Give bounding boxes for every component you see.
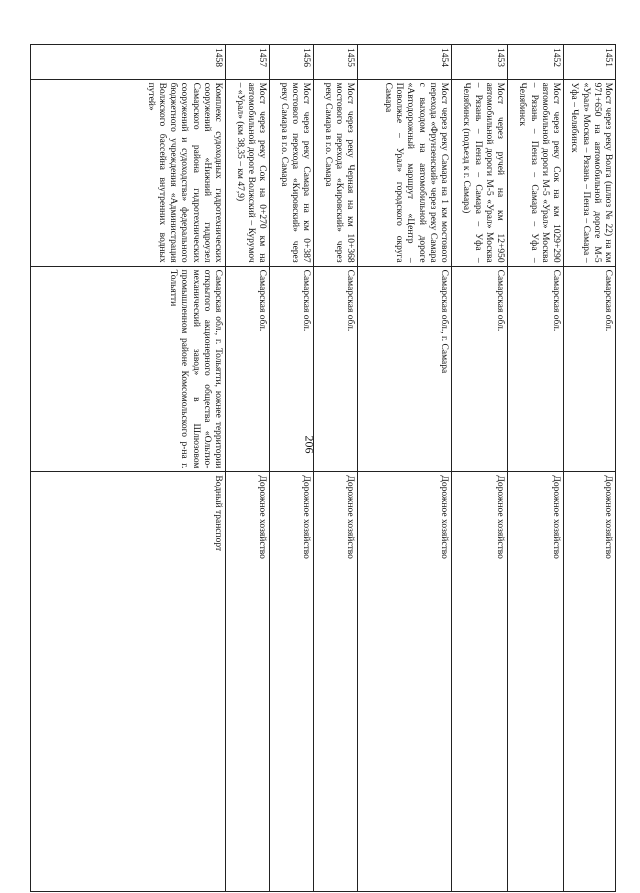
object-location: Самарская обл. xyxy=(270,266,314,472)
table-row xyxy=(270,45,314,892)
object-branch: Дорожное хозяйство xyxy=(452,472,508,892)
objects-table xyxy=(30,44,616,892)
row-number: 1454 xyxy=(358,45,452,80)
row-number: 1455 xyxy=(314,45,358,80)
row-number: 1456 xyxy=(270,45,314,80)
table-row xyxy=(452,45,508,892)
table-row xyxy=(314,45,358,892)
page-number: 206 xyxy=(302,435,317,454)
object-location: Самарская обл. xyxy=(314,266,358,472)
object-location: Самарская обл. xyxy=(564,266,616,472)
rotated-table-wrapper xyxy=(30,44,616,892)
row-number: 1457 xyxy=(226,45,270,80)
object-branch: Дорожное хозяйство xyxy=(358,472,452,892)
object-name: Комплекс судоходных гидротехнических сооружений «Нижний гидроузел Самарского района гидротехнических сооружений и судоходства» федерального бюджетного учреждения «Администрация Волжского бассейна внутренних водных путей» xyxy=(31,79,226,266)
object-location: Самарская обл., г. Самара xyxy=(358,266,452,472)
object-location: Самарская обл. xyxy=(508,266,564,472)
row-number: 1458 xyxy=(31,45,226,80)
object-name: Мост через реку Волга (шлюз № 22) на км 971+650 на автомобильной дороге М-5 «Урал» Москва – Рязань – Пенза – Самара – Уфа – Челябинск xyxy=(564,79,616,266)
object-name: Мост через реку Черная на км 10+368 мостового перехода «Кировский» через реку Самара в г.о. Самара xyxy=(314,79,358,266)
object-branch: Водный транспорт xyxy=(31,472,226,892)
object-branch: Дорожное хозяйство xyxy=(564,472,616,892)
table-row xyxy=(564,45,616,892)
object-location: Самарская обл. xyxy=(226,266,270,472)
object-location: Самарская обл., г. Тольятти, южнее территории открытого акционерного общества «Ольтио-механический завод» в Шлюзовом промышленном районе Комсомольского р-на г. Тольятти xyxy=(31,266,226,472)
object-name: Мост через ручей на км 12+950 автомобильной дороги М-5 «Урал» Москва – Рязань – Пенза – Самара – Уфа – Челябинск (подъезд к г. Самара) xyxy=(452,79,508,266)
table-row xyxy=(358,45,452,892)
table-row xyxy=(226,45,270,892)
object-branch: Дорожное хозяйство xyxy=(226,472,270,892)
row-number: 1451 xyxy=(564,45,616,80)
object-name: Мост через реку Самара на км 0+387 мостового перехода «Кировский» через реку Самара в г.о. Самара xyxy=(270,79,314,266)
table-row xyxy=(31,45,226,892)
object-branch: Дорожное хозяйство xyxy=(270,472,314,892)
object-location: Самарская обл. xyxy=(452,266,508,472)
object-branch: Дорожное хозяйство xyxy=(314,472,358,892)
row-number: 1452 xyxy=(508,45,564,80)
object-branch: Дорожное хозяйство xyxy=(508,472,564,892)
object-name: Мост через реку Сок на км 1029+290 автомобильной дороги М-5 «Урал» Москва – Рязань – Пенза – Самара – Уфа – Челябинск xyxy=(508,79,564,266)
row-number: 1453 xyxy=(452,45,508,80)
object-name: Мост через реку Самара на 1 км мостового перехода «Фрунзенский» через реку Самара с выходом на автомобильной дороге «Автодорожный маршрут «Центр – Поволжье – Урал» городского округа Самара xyxy=(358,79,452,266)
table-row xyxy=(508,45,564,892)
object-name: Мост через реку Сок на 0+270 км на автомобильной дороге Волжский – Курумоч – «Урал» (км 38,35 – км 47,9) xyxy=(226,79,270,266)
